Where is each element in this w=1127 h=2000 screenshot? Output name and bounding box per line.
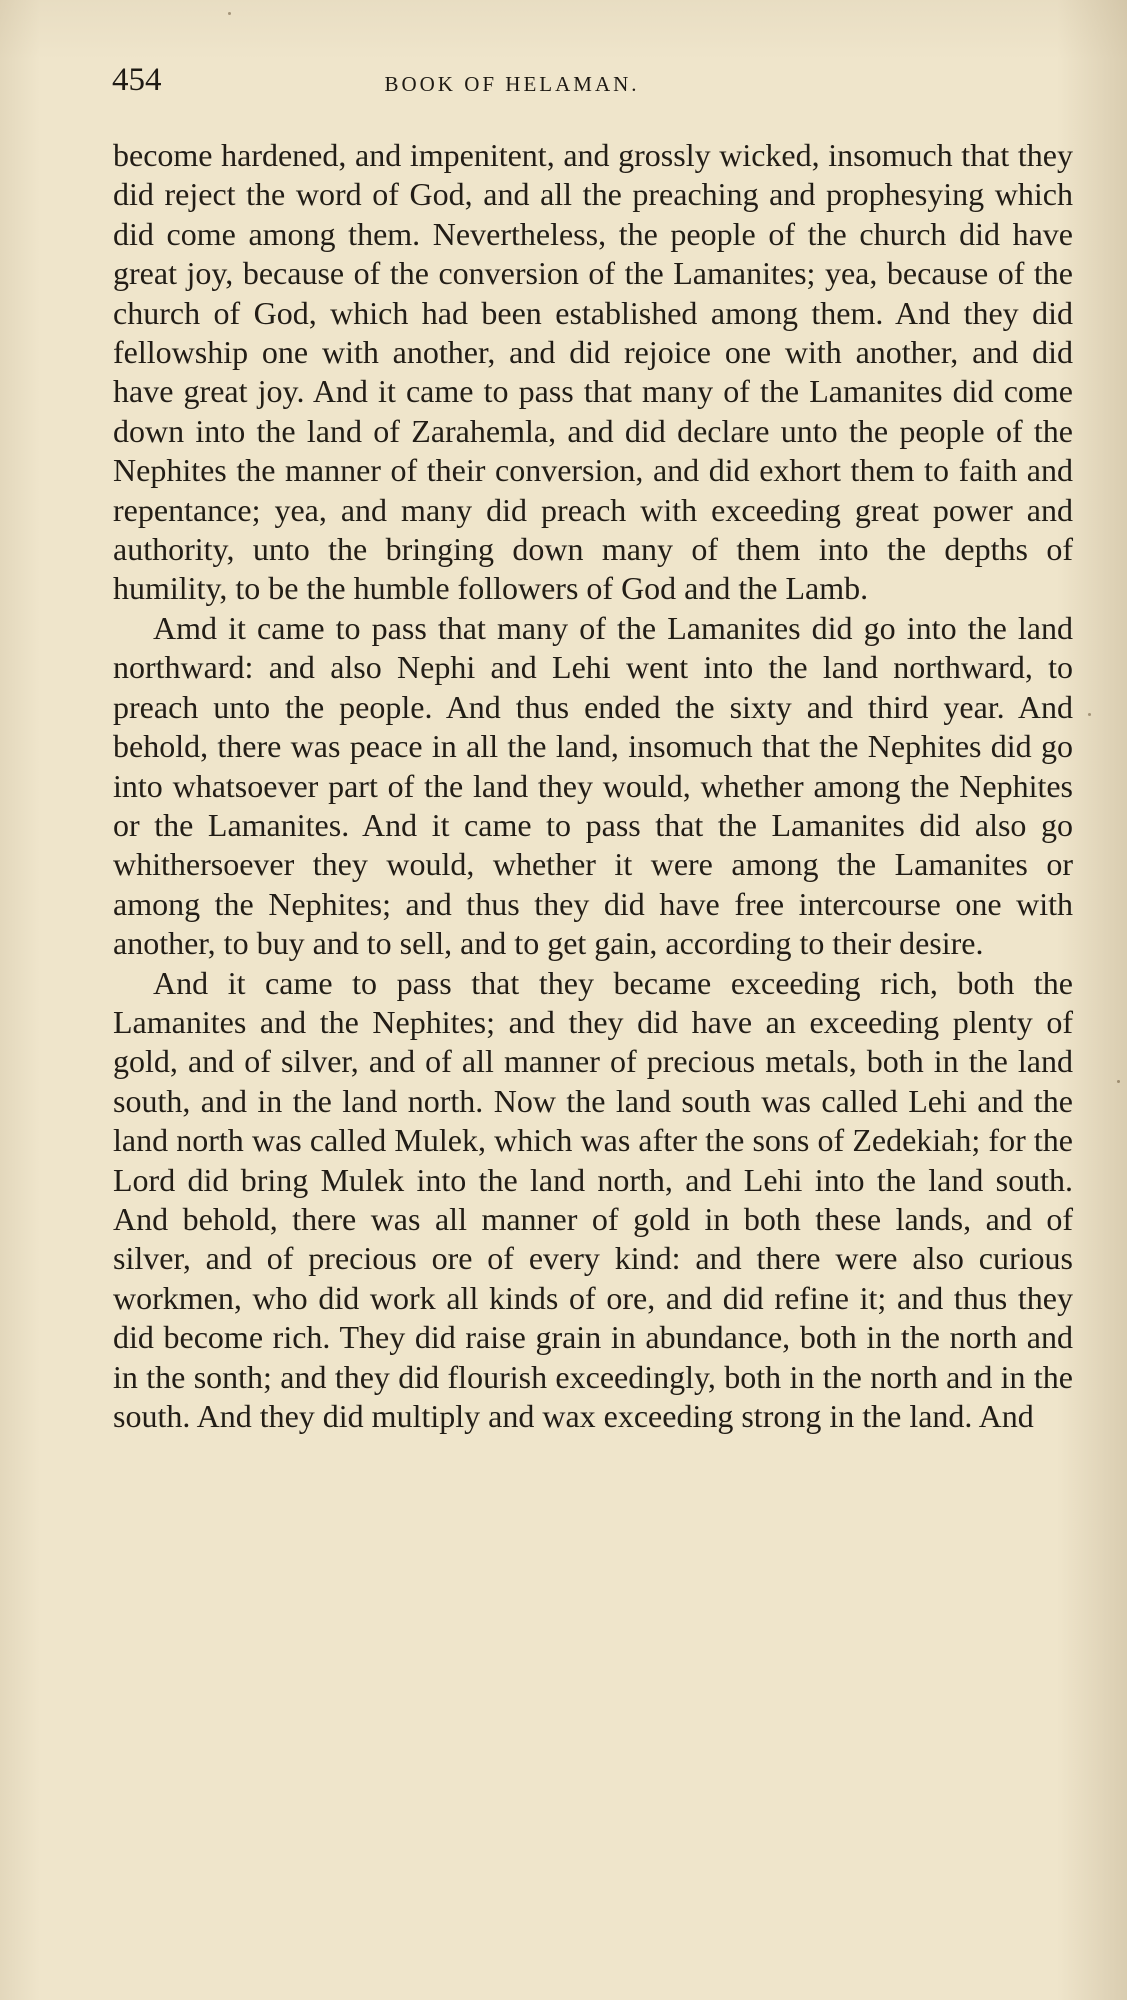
- paper-speck: [1088, 713, 1091, 716]
- paper-speck: [228, 12, 231, 15]
- body-text: [113, 136, 1073, 1436]
- paragraph-3: And it came to pass that they became exceeding rich, both the Lamanites and the Nephites; and they did have an exceeding plenty of gold, and of silver, and of all manner of precious metals, both in the land south, and in the land north. Now the land south was called Lehi and the land north was called Mulek, which was after the sons of Zedekiah; for the Lord did bring Mulek into the land north, and Lehi into the land south. And behold, there was all manner of gold in both these lands, and of silver, and of precious ore of every kind: and there were also curious workmen, who did work all kinds of ore, and did refine it; and thus they did become rich. They did raise grain in abundance, both in the north and in the sonth; and they did flourish exceedingly, both in the north and in the south. And they did multiply and wax exceeding strong in the land. And: [113, 964, 1073, 1434]
- paper-speck: [1117, 1080, 1120, 1083]
- running-head: BOOK OF HELAMAN.: [384, 72, 640, 96]
- paragraph-2: Amd it came to pass that many of the Lamanites did go into the land northward: and also Nephi and Lehi went into the land northward, to preach unto the people. And thus ended the sixty and third year. And behold, there was peace in all the land, insomuch that the Nephites did go into whatsoever part of the land they would, whether among the Nephites or the Lamanites. And it came to pass that the Lamanites did also go whithersoever they would, whether it were among the Lamanites or among the Nephites; and thus they did have free intercourse one with another, to buy and to sell, and to get gain, according to their desire.: [113, 609, 1073, 962]
- paragraph-1: become hardened, and impenitent, and grossly wicked, insomuch that they did reject the word of God, and all the preaching and prophesying which did come among them. Nevertheless, the people of the church did have great joy, because of the conversion of the Lamanites; yea, because of the church of God, which had been established among them. And they did fellowship one with another, and did rejoice one with another, and did have great joy. And it came to pass that many of the Lamanites did come down into the land of Zarahemla, and did declare unto the people of the Nephites the manner of their conversion, and did exhort them to faith and repentance; yea, and many did preach with exceeding great power and authority, unto the bringing down many of them into the depths of humility, to be the humble followers of God and the Lamb.: [113, 137, 1073, 607]
- page-number: 454: [112, 62, 162, 98]
- page-header: [112, 62, 1077, 102]
